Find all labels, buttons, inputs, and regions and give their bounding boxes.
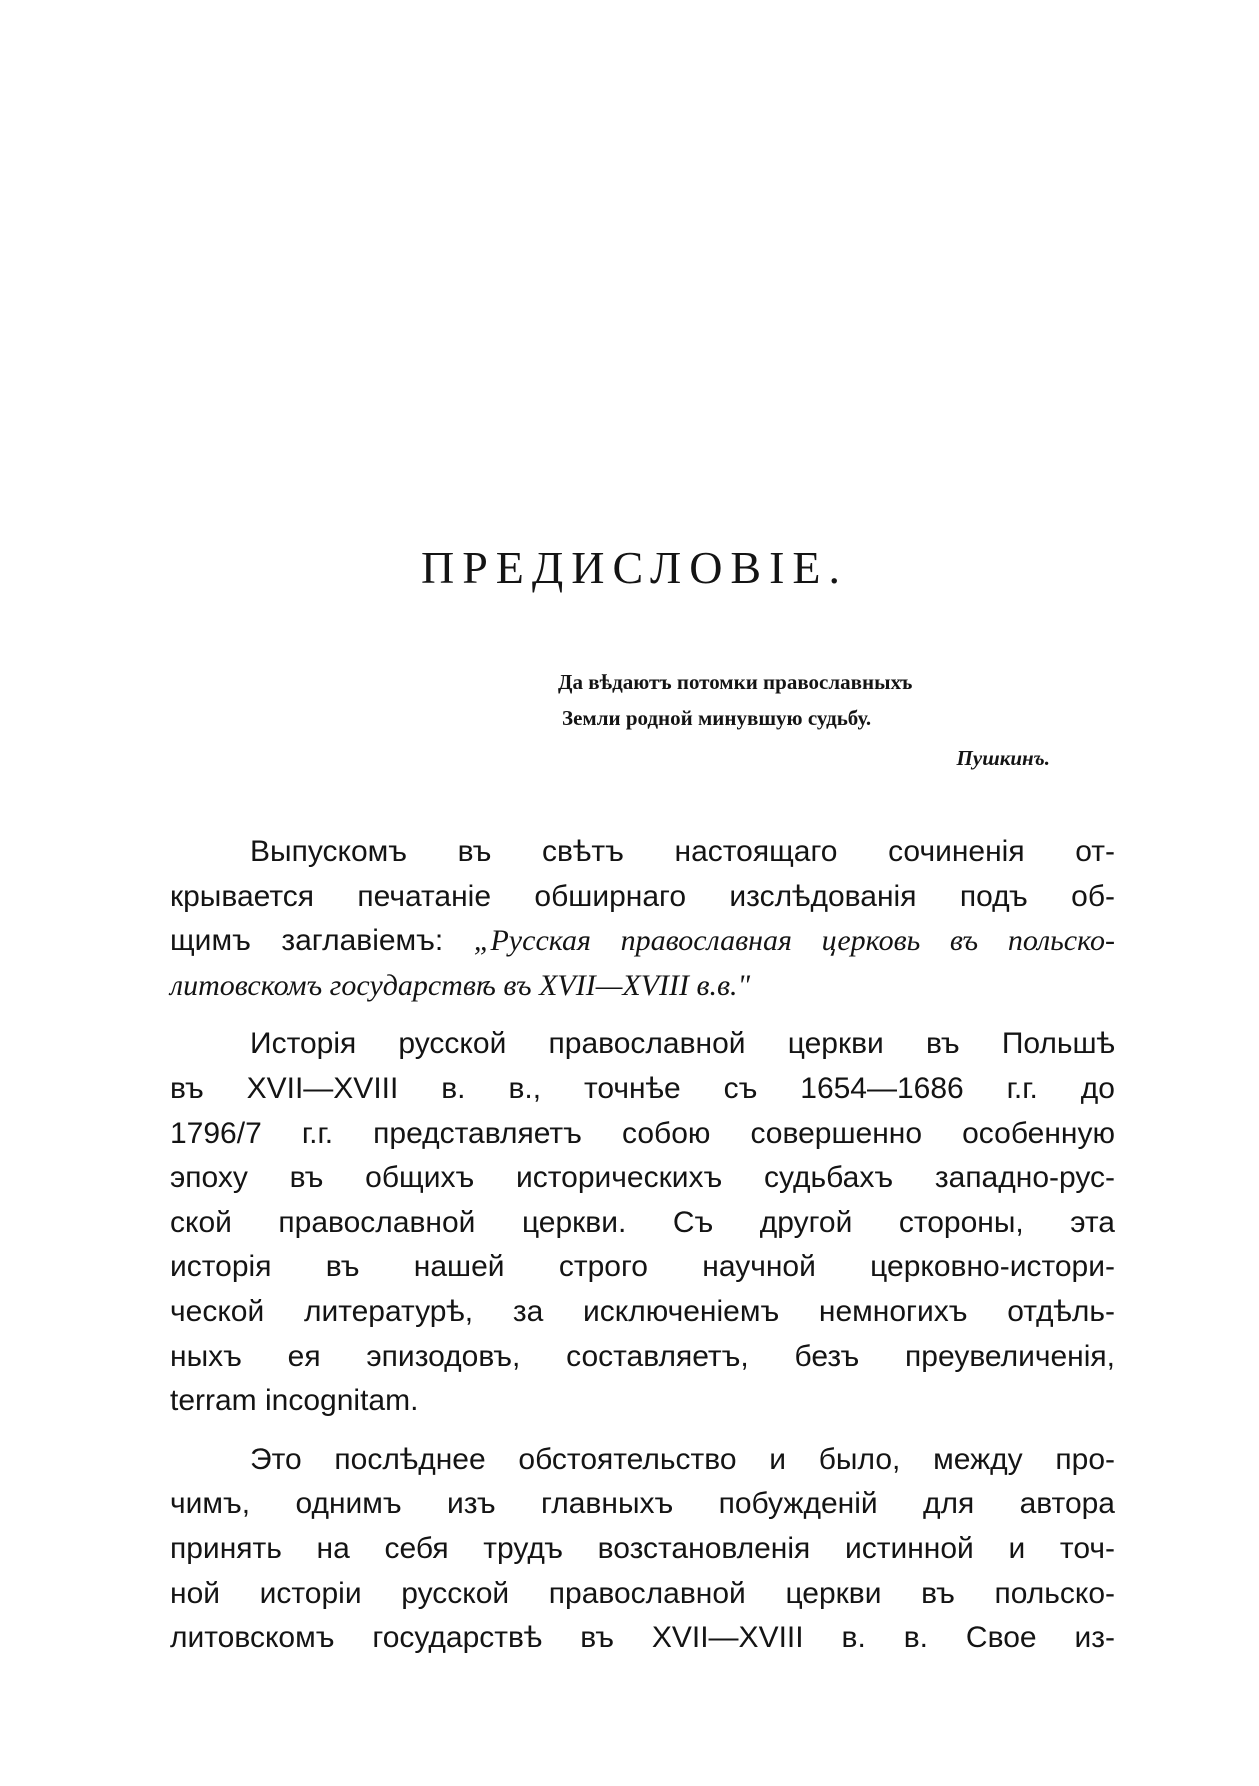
text-line: эпоху въ общихъ историческихъ судьбахъ западно-рус- — [170, 1161, 1115, 1195]
italic-title-fragment: литовскомъ государствѣ въ XVII—XVIII в.в." — [170, 968, 751, 1002]
text-line: въ XVII—XVIII в. в., точнѣе съ 1654—1686 г.г. до — [170, 1071, 1115, 1105]
paragraph — [170, 1022, 1115, 1423]
text-line: исторія въ нашей строго научной церковно-истори- — [170, 1250, 1115, 1284]
text-line: ческой литературѣ, за исключеніемъ немногихъ отдѣль- — [170, 1294, 1115, 1328]
epigraph — [558, 664, 1078, 776]
text-line: Выпускомъ въ свѣтъ настоящаго сочиненія от- — [250, 835, 1115, 868]
text-line: terram incognitam. — [170, 1384, 419, 1418]
text-line: принять на себя трудъ возстановленія истинной и точ- — [170, 1531, 1115, 1565]
paragraph — [170, 830, 1115, 1008]
text-line: Исторія русской православной церкви въ Польшѣ — [250, 1027, 1115, 1061]
text-line: ныхъ ея эпизодовъ, составляетъ, безъ преувеличенія, — [170, 1339, 1115, 1373]
epigraph-author: Пушкинъ. — [956, 746, 1050, 770]
text-fragment: щимъ заглавіемъ: — [170, 924, 444, 958]
text-line: ной исторіи русской православной церкви въ польско- — [170, 1576, 1115, 1610]
text-line — [170, 919, 1115, 964]
italic-title-fragment: „Русская православная церковь въ польско- — [473, 924, 1116, 958]
text-line: чимъ, однимъ изъ главныхъ побужденій для автора — [170, 1487, 1115, 1521]
text-line: Это послѣднее обстоятельство и было, между про- — [250, 1442, 1115, 1476]
epigraph-line: Да вѣдаютъ потомки православныхъ — [558, 670, 913, 694]
text-line: крывается печатаніе обширнаго изслѣдованія подъ об- — [170, 879, 1115, 913]
paragraph — [170, 1438, 1115, 1661]
text-line: литовскомъ государствѣ въ XVII—XVIII в. в. Свое из- — [170, 1621, 1115, 1655]
text-line: ской православной церкви. Съ другой стороны, эта — [170, 1205, 1115, 1239]
body-text — [170, 830, 1115, 1675]
text-line: 1796/7 г.г. представляетъ собою совершенно особенную — [170, 1116, 1115, 1150]
epigraph-line: Земли родной минувшую судьбу. — [562, 706, 872, 730]
page-title: ПРЕДИСЛОВІЕ. — [420, 542, 849, 593]
